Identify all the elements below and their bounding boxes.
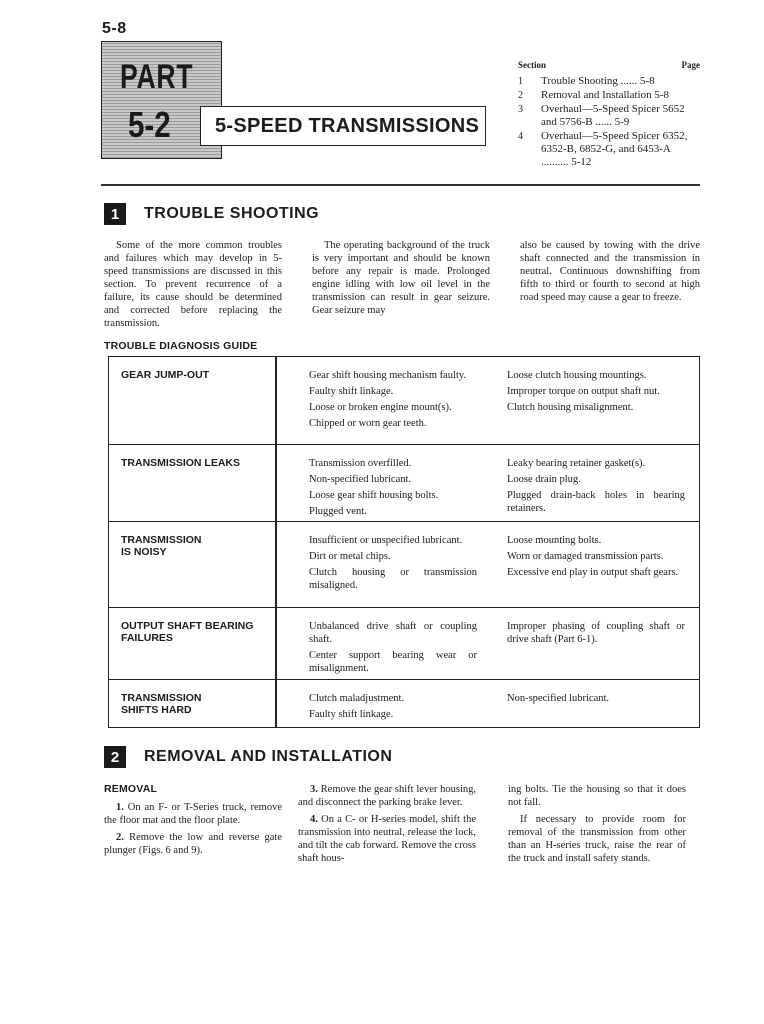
cause: Worn or damaged transmission parts. — [507, 551, 664, 562]
step-text: Remove the gear shift lever housing, and disconnect the parking brake lever. — [298, 784, 477, 808]
part-title-box — [200, 106, 486, 146]
cause: Loose drain plug. — [507, 474, 581, 485]
section-1-badge: 1 — [104, 203, 126, 225]
condition-label: GEAR JUMP-OUT — [121, 369, 210, 381]
section-2-heading — [104, 746, 392, 768]
cause: Faulty shift linkage. — [309, 386, 394, 397]
table-row — [109, 608, 699, 680]
part-label: PART — [120, 58, 194, 96]
cause: Dirt or metal chips. — [309, 551, 391, 562]
cause-cell — [309, 692, 477, 724]
condition-label: OUTPUT SHAFT BEARING — [121, 620, 254, 632]
cause: Loose or broken engine mount(s). — [309, 402, 452, 413]
condition-cell — [121, 369, 209, 381]
section-1-column-1 — [104, 239, 282, 334]
paragraph: Some of the more common troubles and failures which may develop in 5-speed transmissions are discussed in this section. To prevent recurrence of a failure, its cause should be determined and corrected before replacing the transmission. — [104, 240, 282, 329]
section-2-column-3 — [508, 783, 686, 869]
cause: Non-specified lubricant. — [507, 693, 610, 704]
toc-item — [518, 130, 700, 169]
step-number: 3. — [310, 784, 318, 795]
cause: Transmission overfilled. — [309, 458, 412, 469]
condition-label: IS NOISY — [121, 546, 167, 558]
condition-cell — [121, 692, 202, 716]
table-row — [109, 445, 699, 522]
cause-cell — [507, 369, 685, 417]
section-1-column-3 — [520, 239, 700, 308]
section-1-column-2 — [312, 239, 490, 321]
cause: Faulty shift linkage. — [309, 709, 394, 720]
cause: Leaky bearing retainer gasket(s). — [507, 458, 646, 469]
table-of-contents — [518, 59, 700, 170]
condition-cell — [121, 457, 240, 469]
cause-cell — [507, 692, 685, 708]
cause: Gear shift housing mechanism faulty. — [309, 370, 467, 381]
table-row — [109, 522, 699, 608]
condition-label: TRANSMISSION LEAKS — [121, 457, 241, 469]
condition-label: SHIFTS HARD — [121, 704, 192, 716]
paragraph: The operating background of the truck is very important and should be known before any repair is made. Prolonged engine idling with low oil level in the transmission can result in gear seizure. Gear seizure may — [312, 240, 490, 316]
cause: Chipped or worn gear teeth. — [309, 418, 427, 429]
cause: Loose gear shift housing bolts. — [309, 490, 439, 501]
header-divider — [101, 184, 700, 186]
section-1-title: TROUBLE SHOOTING — [144, 205, 320, 222]
cause-cell — [507, 534, 685, 582]
cause-cell — [309, 620, 477, 678]
cause: Insufficient or unspecified lubricant. — [309, 535, 463, 546]
cause: Loose clutch housing mountings. — [507, 370, 647, 381]
step — [298, 813, 476, 865]
removal-subheading: REMOVAL — [104, 783, 158, 795]
cause: Clutch housing misalignment. — [507, 402, 634, 413]
paragraph: If necessary to provide room for removal of the transmission from other than an H-series truck, raise the rear of the truck and install safety stands. — [508, 814, 686, 864]
toc-item — [518, 75, 700, 88]
cause-cell — [309, 369, 477, 433]
section-2-badge: 2 — [104, 746, 126, 768]
cause: Clutch housing or transmission misaligned. — [309, 567, 477, 591]
trouble-diagnosis-table — [108, 356, 700, 728]
toc-header — [518, 59, 700, 72]
paragraph: ing bolts. Tie the housing so that it does not fall. — [508, 784, 686, 808]
section-1-heading — [104, 203, 319, 225]
guide-title: TROUBLE DIAGNOSIS GUIDE — [104, 340, 258, 352]
cause: Loose mounting bolts. — [507, 535, 602, 546]
cause: Center support bearing wear or misalignment. — [309, 650, 477, 674]
section-2-column-1 — [104, 801, 282, 861]
part-title: 5-SPEED TRANSMISSIONS — [215, 115, 480, 137]
step-number: 1. — [116, 802, 124, 813]
condition-label: FAILURES — [121, 632, 173, 644]
page-number: 5-8 — [102, 20, 127, 37]
step-text: Remove the low and reverse gate plunger (Figs. 6 and 9). — [104, 832, 282, 856]
cause-cell — [507, 457, 685, 518]
table-row — [109, 680, 699, 727]
toc-page-header: Page — [681, 60, 700, 70]
cause: Clutch maladjustment. — [309, 693, 405, 704]
toc-item-text: Overhaul—5-Speed Spicer 5652 and 5756-B ...... 5-9 — [541, 103, 685, 128]
step — [104, 801, 282, 827]
section-2-title: REMOVAL AND INSTALLATION — [144, 748, 393, 765]
step-text: On an F- or T-Series truck, remove the floor mat and the floor plate. — [104, 802, 282, 826]
cause: Unbalanced drive shaft or coupling shaft. — [309, 621, 477, 645]
toc-item-number: 3 — [518, 104, 523, 115]
condition-cell — [121, 534, 202, 558]
step-text: On a C- or H-series model, shift the transmission into neutral, release the lock, and tilt the cab forward. Remove the cross shaft hous- — [298, 814, 477, 864]
toc-item-number: 4 — [518, 131, 523, 142]
step-number: 2. — [116, 832, 124, 843]
toc-item-number: 1 — [518, 76, 523, 87]
cause: Plugged vent. — [309, 506, 367, 517]
cause-cell — [507, 620, 685, 649]
cause: Non-specified lubricant. — [309, 474, 412, 485]
toc-item-text: Overhaul—5-Speed Spicer 6352, 6352-B, 6852-G, and 6453-A .......... 5-12 — [541, 130, 688, 168]
step — [104, 831, 282, 857]
paragraph: also be caused by towing with the drive shaft connected and the transmission in neutral. Continuous downshifting from fifth to third or fourth to second at high road speed may cause a gear to freeze. — [520, 240, 700, 303]
cause: Improper torque on output shaft nut. — [507, 386, 660, 397]
section-2-column-2 — [298, 783, 476, 869]
toc-item-text: Trouble Shooting ...... 5-8 — [541, 75, 655, 87]
toc-section-header: Section — [518, 60, 546, 70]
condition-label: TRANSMISSION — [121, 692, 202, 704]
toc-item — [518, 89, 700, 102]
step — [298, 783, 476, 809]
condition-label: TRANSMISSION — [121, 534, 202, 546]
step-number: 4. — [310, 814, 318, 825]
cause: Improper phasing of coupling shaft or drive shaft (Part 6-1). — [507, 621, 685, 645]
part-number: 5-2 — [128, 104, 171, 145]
cause: Plugged drain-back holes in bearing retainers. — [507, 490, 685, 514]
cause: Excessive end play in output shaft gears. — [507, 567, 679, 578]
toc-item-number: 2 — [518, 90, 523, 101]
condition-cell — [121, 620, 253, 644]
table-row — [109, 357, 699, 445]
cause-cell — [309, 534, 477, 595]
toc-item-text: Removal and Installation 5-8 — [541, 89, 669, 101]
toc-item — [518, 103, 700, 129]
cause-cell — [309, 457, 477, 521]
